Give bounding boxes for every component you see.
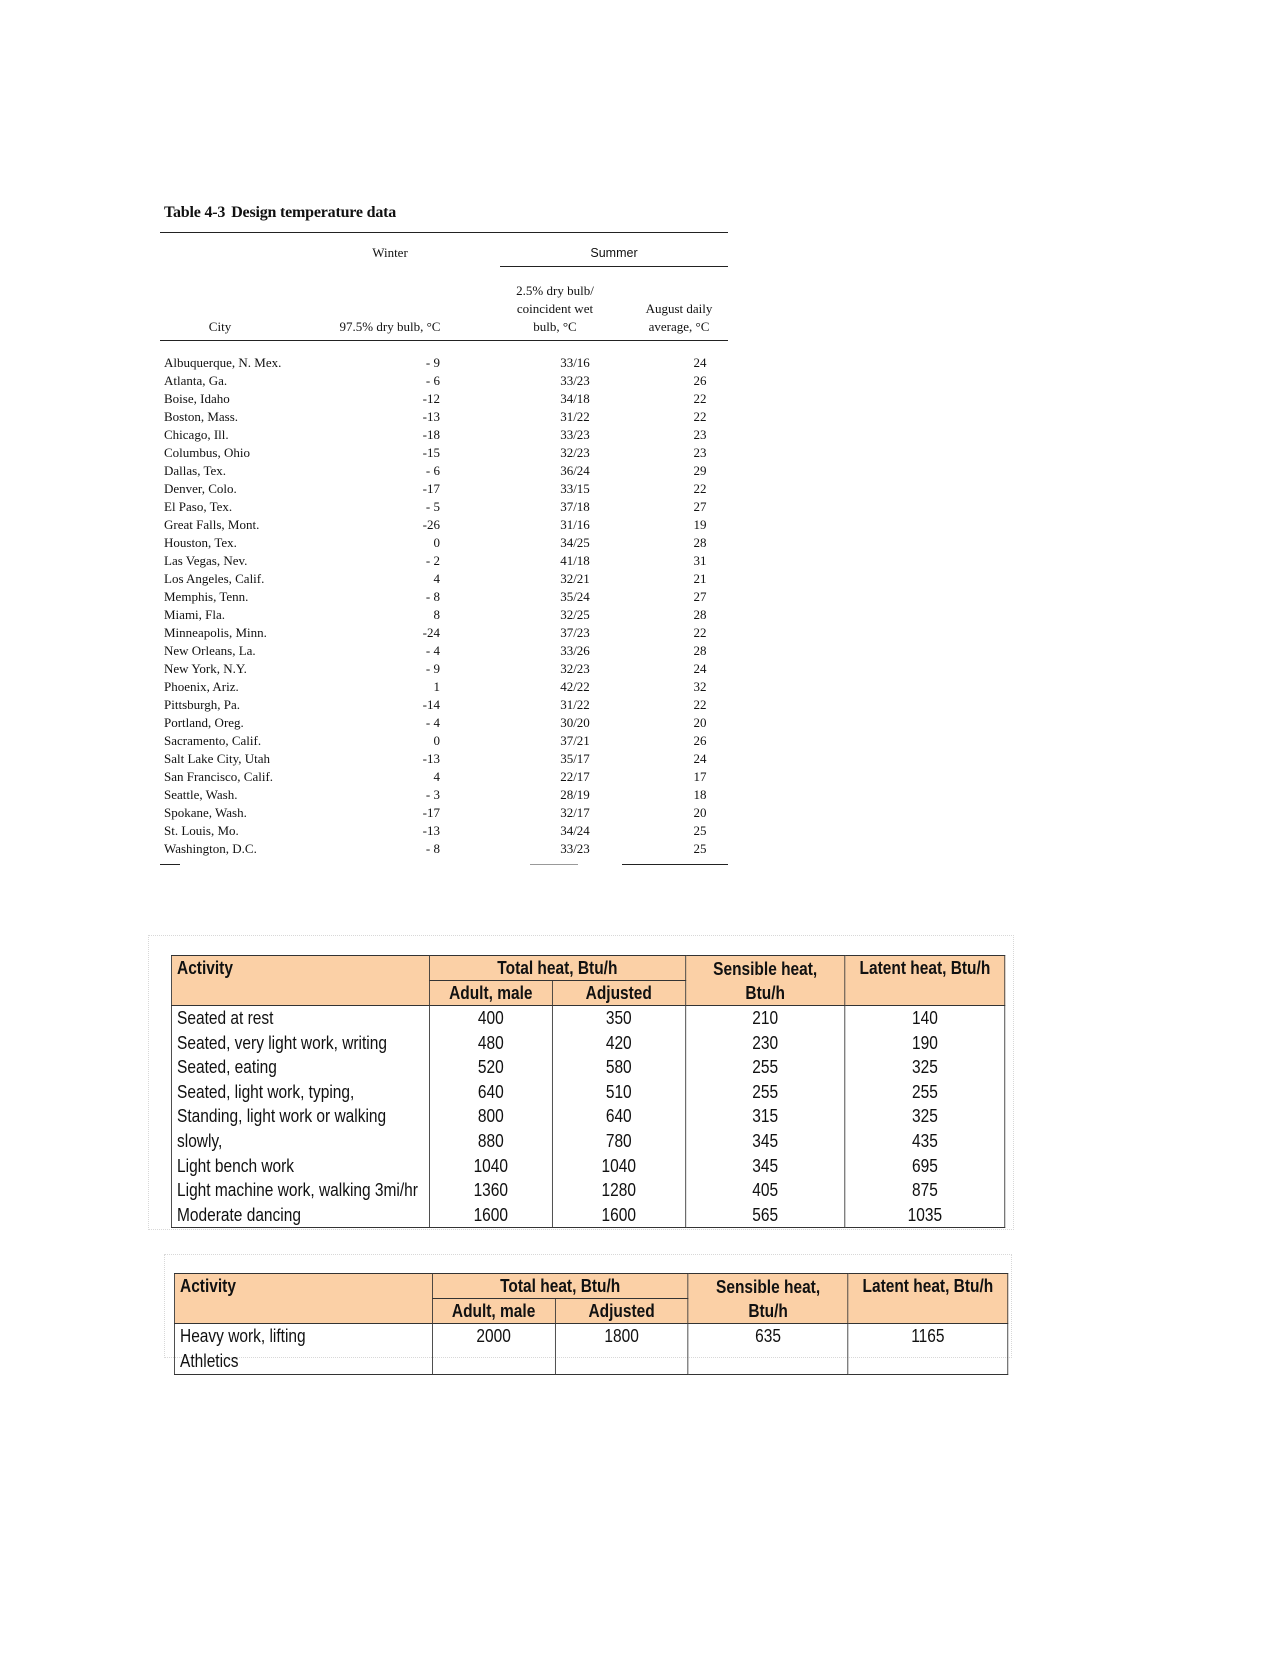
city-cell: Chicago, Ill. <box>164 427 229 442</box>
activity-heat-table <box>171 955 1005 1228</box>
city-row <box>160 426 728 444</box>
summer-cell: 32/25 <box>560 607 590 622</box>
bottom-rule-left <box>160 864 180 865</box>
august-cell: 26 <box>693 733 707 748</box>
cell-line: Seated at rest <box>177 1008 274 1028</box>
top-rule <box>160 232 728 233</box>
winter-header: Winter <box>372 245 408 260</box>
latent-heat-header: Latent heat, Btu/h <box>845 956 1005 1006</box>
cell-line: 210 <box>752 1008 779 1028</box>
table-caption <box>164 204 728 222</box>
winter-cell: - 4 <box>425 715 440 730</box>
summer-cell: 22/17 <box>560 769 590 784</box>
cell-line: 255 <box>911 1081 938 1102</box>
cell-line: Heavy work, lifting <box>180 1326 306 1346</box>
cell-line: 580 <box>605 1057 632 1078</box>
winter-cell: 1 <box>433 679 440 694</box>
summer-cell: 34/18 <box>560 391 590 406</box>
cell-line: 315 <box>752 1106 779 1127</box>
summer-cell: 32/21 <box>560 571 590 586</box>
summer-cell: 37/23 <box>560 625 590 640</box>
city-cell: New Orleans, La. <box>164 643 256 658</box>
cell-line: Seated, very light work, writing <box>177 1032 387 1053</box>
city-row <box>160 786 728 804</box>
summer-header: Summer <box>590 246 638 260</box>
summer-cell: 37/18 <box>560 499 590 514</box>
city-cell: Pittsburgh, Pa. <box>164 697 240 712</box>
winter-cell: - 8 <box>425 841 440 856</box>
city-row <box>160 606 728 624</box>
cell-line: 880 <box>477 1130 504 1151</box>
winter-cell: - 9 <box>425 355 440 370</box>
summer-cell: 32/17 <box>560 805 590 820</box>
cell-line: 190 <box>911 1032 938 1053</box>
winter-cell: -17 <box>422 481 440 496</box>
cell-line: 345 <box>752 1155 779 1176</box>
cell-line: 635 <box>755 1326 782 1346</box>
city-row <box>160 552 728 570</box>
august-cell: 28 <box>693 643 707 658</box>
winter-cell: 0 <box>433 535 440 550</box>
city-cell: Portland, Oreg. <box>164 715 244 730</box>
cell-line: 420 <box>605 1032 632 1053</box>
winter-cell: -26 <box>422 517 440 532</box>
cell-line: 640 <box>477 1081 504 1102</box>
city-row <box>160 516 728 534</box>
city-cell: Boston, Mass. <box>164 409 239 424</box>
august-cell: 17 <box>693 769 707 784</box>
august-cell: 23 <box>693 445 707 460</box>
city-cell: Houston, Tex. <box>164 535 237 550</box>
cell-line: 510 <box>605 1081 632 1102</box>
summer-cell: 37/21 <box>560 733 590 748</box>
august-cell: 20 <box>693 715 707 730</box>
cell-line: 230 <box>752 1032 779 1053</box>
cell-line: 325 <box>911 1057 938 1078</box>
summer-cell: 30/20 <box>560 715 590 730</box>
winter-cell: -13 <box>422 751 440 766</box>
winter-cell: - 4 <box>425 643 440 658</box>
sensible-column <box>685 1006 845 1228</box>
city-row <box>160 588 728 606</box>
summer-cell: 35/17 <box>560 751 590 766</box>
city-cell: Albuquerque, N. Mex. <box>164 355 282 370</box>
summer-cell: 31/22 <box>560 409 590 424</box>
winter-cell: - 5 <box>425 499 440 514</box>
city-row <box>160 570 728 588</box>
summer-cell: 31/22 <box>560 697 590 712</box>
summer-cell: 33/23 <box>560 373 590 388</box>
summer-cell: 33/26 <box>560 643 590 658</box>
cell-line: 1165 <box>911 1326 945 1346</box>
cell-line: 800 <box>477 1106 504 1127</box>
august-cell: 24 <box>693 661 707 676</box>
heavy-activity-table <box>174 1273 1008 1375</box>
cell-line: Light bench work <box>177 1155 295 1176</box>
city-cell: Denver, Colo. <box>164 481 237 496</box>
bottom-rule-right <box>622 864 728 865</box>
cell-line: Moderate dancing <box>177 1204 301 1225</box>
august-cell: 19 <box>693 517 707 532</box>
city-cell: El Paso, Tex. <box>164 499 233 514</box>
city-row <box>160 840 728 858</box>
city-header: City <box>208 319 232 334</box>
august-cell: 25 <box>693 841 707 856</box>
cell-line: Standing, light work or walking <box>177 1106 387 1127</box>
winter-cell: -13 <box>422 409 440 424</box>
city-cell: Columbus, Ohio <box>164 445 250 460</box>
city-row <box>160 732 728 750</box>
adult-male-column <box>432 1324 555 1375</box>
summer-cell: 32/23 <box>560 445 590 460</box>
winter-cell: 4 <box>433 769 440 784</box>
cell-line: 1035 <box>907 1204 943 1225</box>
cell-line: 695 <box>911 1155 938 1176</box>
city-cell: Minneapolis, Minn. <box>164 625 267 640</box>
city-row <box>160 678 728 696</box>
city-row <box>160 822 728 840</box>
city-cell: San Francisco, Calif. <box>164 769 274 784</box>
winter-dry-header: 97.5% dry bulb, °C <box>339 319 441 334</box>
city-row <box>160 714 728 732</box>
summer-cell: 34/25 <box>560 535 590 550</box>
august-cell: 24 <box>693 355 707 370</box>
table-title: Design temperature data <box>231 204 397 221</box>
august-cell: 22 <box>693 391 707 406</box>
cell-line: 255 <box>752 1081 779 1102</box>
august-cell: 27 <box>693 499 707 514</box>
summer-cell: 33/16 <box>560 355 590 370</box>
winter-cell: 4 <box>433 571 440 586</box>
summer-cell: 33/23 <box>560 427 590 442</box>
cell-line: 400 <box>477 1008 504 1028</box>
winter-cell: - 6 <box>425 373 440 388</box>
summer-dry-header: 2.5% dry bulb/ coincident wet bulb, °C <box>516 283 594 334</box>
cell-line: 640 <box>605 1106 632 1127</box>
city-cell: Las Vegas, Nev. <box>164 553 248 568</box>
winter-cell: -13 <box>422 823 440 838</box>
cell-line: 325 <box>911 1106 938 1127</box>
total-heat-header: Total heat, Btu/h <box>432 1274 688 1299</box>
sensible-column <box>688 1324 848 1375</box>
table-number: Table 4-3 <box>164 204 226 221</box>
august-cell: 22 <box>693 697 707 712</box>
latent-column <box>845 1006 1005 1228</box>
summer-cell: 33/15 <box>560 481 590 496</box>
city-cell: Salt Lake City, Utah <box>164 751 271 766</box>
winter-cell: -17 <box>422 805 440 820</box>
header-rule <box>160 340 728 341</box>
city-row <box>160 462 728 480</box>
city-row <box>160 696 728 714</box>
adjusted-column <box>552 1006 685 1228</box>
summer-cell: 42/22 <box>560 679 590 694</box>
summer-cell: 36/24 <box>560 463 590 478</box>
summer-cell: 34/24 <box>560 823 590 838</box>
cell-line: 435 <box>911 1130 938 1151</box>
city-cell: Boise, Idaho <box>164 391 230 406</box>
winter-cell: -18 <box>422 427 440 442</box>
cell-line: 480 <box>477 1032 504 1053</box>
summer-cell: 32/23 <box>560 661 590 676</box>
winter-cell: - 2 <box>425 553 440 568</box>
winter-cell: -15 <box>422 445 440 460</box>
cell-line: 405 <box>752 1180 779 1201</box>
cell-line: 255 <box>752 1057 779 1078</box>
city-row <box>160 804 728 822</box>
cell-line: 1360 <box>473 1180 509 1201</box>
winter-cell: -14 <box>422 697 440 712</box>
adult-male-header: Adult, male <box>429 981 552 1006</box>
august-cell: 22 <box>693 409 707 424</box>
activity-column <box>171 1006 429 1228</box>
city-cell: Great Falls, Mont. <box>164 517 260 532</box>
summer-cell: 28/19 <box>560 787 590 802</box>
winter-cell: - 8 <box>425 589 440 604</box>
city-row <box>160 750 728 768</box>
city-cell: New York, N.Y. <box>164 661 247 676</box>
latent-column <box>848 1324 1008 1375</box>
sensible-heat-header: Sensible heat, Btu/h <box>688 1274 848 1324</box>
city-rows <box>160 354 728 858</box>
cell-line: 2000 <box>476 1326 511 1346</box>
city-cell: Los Angeles, Calif. <box>164 571 265 586</box>
summer-cell: 35/24 <box>560 589 590 604</box>
adjusted-header: Adjusted <box>555 1299 688 1324</box>
cell-line: 1800 <box>604 1326 639 1346</box>
august-cell: 26 <box>693 373 707 388</box>
summer-rule <box>500 266 728 267</box>
winter-cell: - 3 <box>425 787 440 802</box>
cell-line: Light machine work, walking 3mi/hr <box>177 1180 418 1201</box>
cell-line: 1280 <box>601 1180 636 1201</box>
city-row <box>160 624 728 642</box>
summer-cell: 41/18 <box>560 553 590 568</box>
design-temperature-table <box>160 204 728 856</box>
adjusted-header: Adjusted <box>552 981 685 1006</box>
cell-line: 140 <box>911 1008 938 1028</box>
cell-line: 1600 <box>601 1204 636 1225</box>
august-header: August daily average, °C <box>645 301 713 334</box>
city-row <box>160 444 728 462</box>
bottom-rule-mid <box>530 864 578 865</box>
city-row <box>160 408 728 426</box>
city-row <box>160 534 728 552</box>
cell-line: 780 <box>605 1130 632 1151</box>
august-cell: 28 <box>693 607 707 622</box>
city-row <box>160 642 728 660</box>
cell-line: 520 <box>477 1057 504 1078</box>
august-cell: 21 <box>693 571 707 586</box>
activity-header: Activity <box>174 1274 432 1324</box>
city-cell: St. Louis, Mo. <box>164 823 239 838</box>
august-cell: 32 <box>693 679 707 694</box>
cell-line: 1040 <box>601 1155 636 1176</box>
cell-line: Seated, light work, typing, <box>177 1081 355 1102</box>
city-row <box>160 354 728 372</box>
august-cell: 22 <box>693 625 707 640</box>
city-cell: Seattle, Wash. <box>164 787 238 802</box>
cell-line: slowly, <box>177 1130 223 1151</box>
august-cell: 24 <box>693 751 707 766</box>
summer-cell: 31/16 <box>560 517 590 532</box>
city-cell: Spokane, Wash. <box>164 805 247 820</box>
city-cell: Memphis, Tenn. <box>164 589 249 604</box>
activity-column <box>174 1324 432 1375</box>
adjusted-column <box>555 1324 688 1375</box>
august-cell: 23 <box>693 427 707 442</box>
city-cell: Phoenix, Ariz. <box>164 679 239 694</box>
cell-line: 350 <box>605 1008 632 1028</box>
city-cell: Atlanta, Ga. <box>164 373 228 388</box>
cell-line: 565 <box>752 1204 779 1225</box>
august-cell: 18 <box>693 787 707 802</box>
winter-cell: - 9 <box>425 661 440 676</box>
activity-header: Activity <box>171 956 429 1006</box>
city-cell: Sacramento, Calif. <box>164 733 262 748</box>
city-row <box>160 390 728 408</box>
august-cell: 25 <box>693 823 707 838</box>
city-cell: Washington, D.C. <box>164 841 257 856</box>
winter-cell: -24 <box>422 625 440 640</box>
august-cell: 29 <box>693 463 707 478</box>
city-row <box>160 498 728 516</box>
city-cell: Miami, Fla. <box>164 607 226 622</box>
winter-cell: -12 <box>422 391 440 406</box>
total-heat-header: Total heat, Btu/h <box>429 956 685 981</box>
city-row <box>160 480 728 498</box>
august-cell: 22 <box>693 481 707 496</box>
cell-line: 345 <box>752 1130 779 1151</box>
adult-male-header: Adult, male <box>432 1299 555 1324</box>
august-cell: 27 <box>693 589 707 604</box>
sensible-heat-header: Sensible heat, Btu/h <box>685 956 845 1006</box>
city-row <box>160 372 728 390</box>
latent-heat-header: Latent heat, Btu/h <box>848 1274 1008 1324</box>
august-cell: 31 <box>693 553 707 568</box>
cell-line: 875 <box>911 1180 938 1201</box>
winter-cell: - 6 <box>425 463 440 478</box>
cell-line: Athletics <box>180 1350 239 1371</box>
city-row <box>160 660 728 678</box>
summer-cell: 33/23 <box>560 841 590 856</box>
winter-cell: 8 <box>433 607 440 622</box>
city-cell: Dallas, Tex. <box>164 463 227 478</box>
cell-line: Seated, eating <box>177 1057 277 1078</box>
august-cell: 20 <box>693 805 707 820</box>
cell-line: 1600 <box>473 1204 509 1225</box>
adult-male-column <box>429 1006 552 1228</box>
city-row <box>160 768 728 786</box>
winter-cell: 0 <box>433 733 440 748</box>
cell-line: 1040 <box>473 1155 509 1176</box>
august-cell: 28 <box>693 535 707 550</box>
